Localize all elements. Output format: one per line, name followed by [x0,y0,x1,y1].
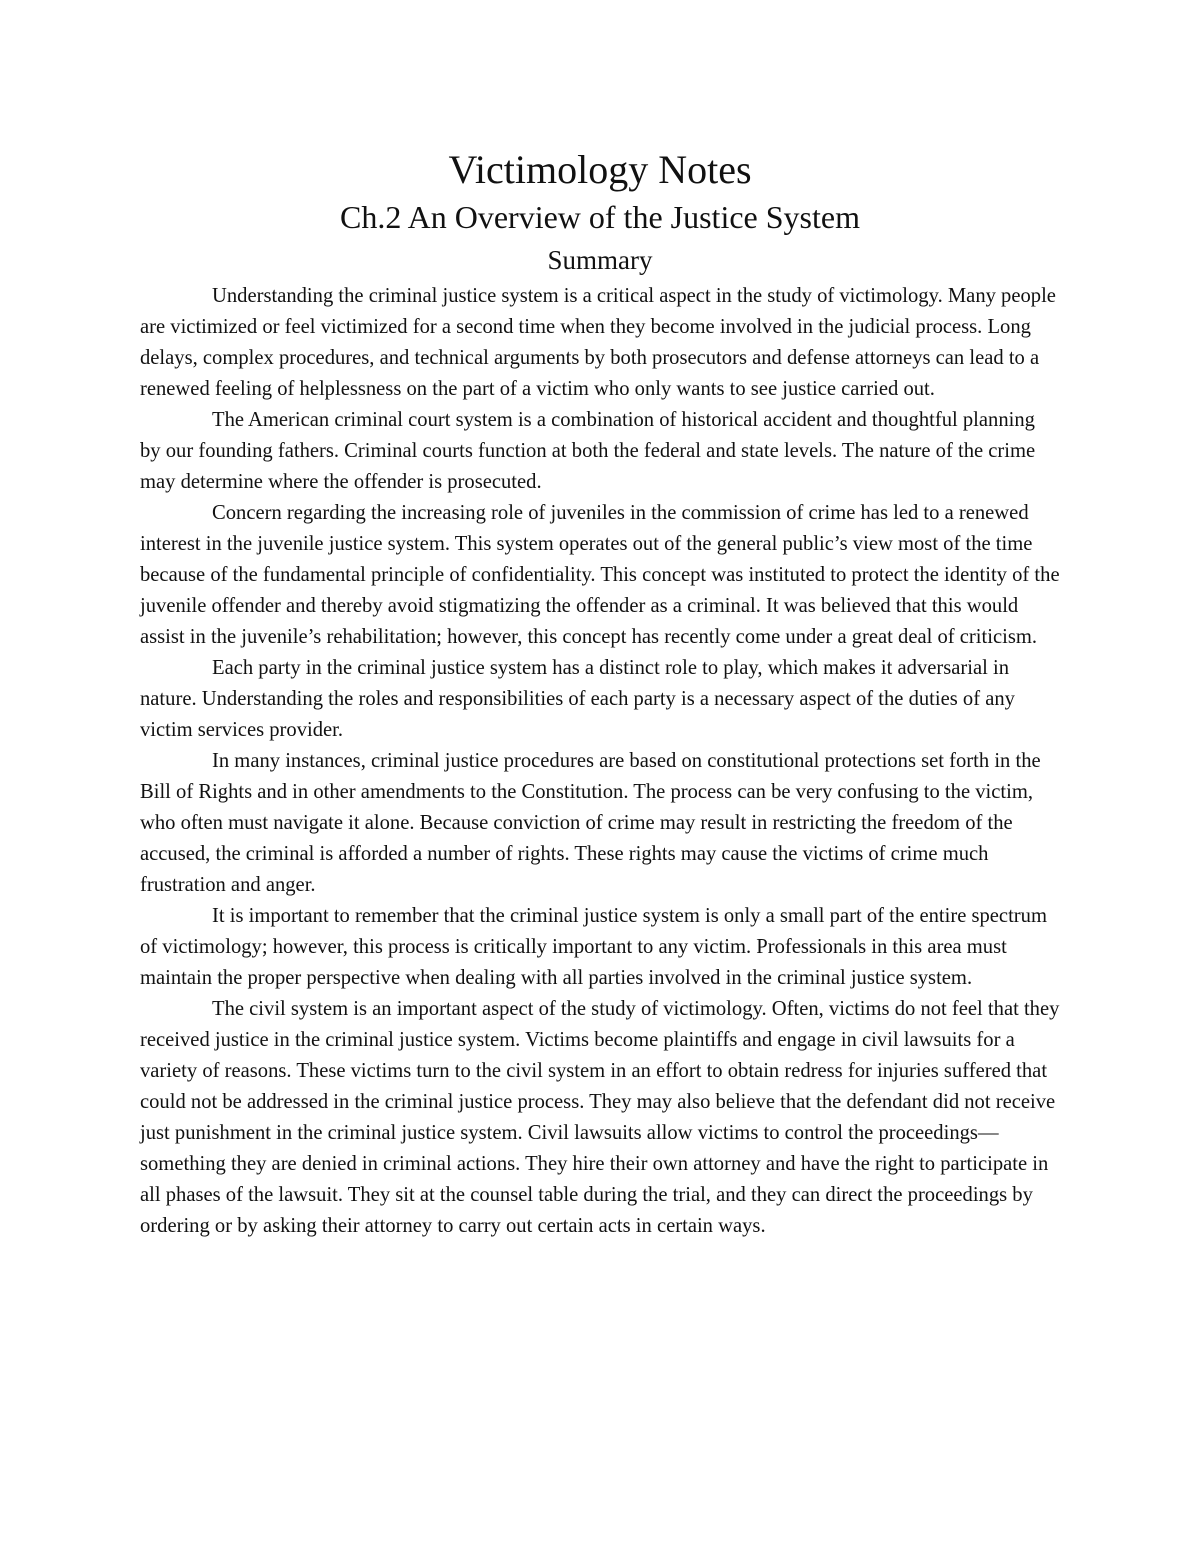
paragraph: The civil system is an important aspect of the study of victimology. Often, victims do not feel that they received justice in the criminal justice system. Victims become plaintiffs and engage in civil lawsuits for a variety of reasons. These victims turn to the civil system in an effort to obtain redress for injuries suffered that could not be addressed in the criminal justice process. They may also believe that the defendant did not receive just punishment in the criminal justice system. Civil lawsuits allow victims to control the proceedings—something they are denied in criminal actions. They hire their own attorney and have the right to participate in all phases of the lawsuit. They sit at the counsel table during the trial, and they can direct the proceedings by ordering or by asking their attorney to carry out certain acts in certain ways. [140,998,1060,1237]
paragraph: It is important to remember that the criminal justice system is only a small part of the entire spectrum of victimology; however, this process is critically important to any victim. Professionals in this area must maintain the proper perspective when dealing with all parties involved in the criminal justice system. [140,905,1047,989]
document-title: Victimology Notes [448,147,752,192]
paragraph: Each party in the criminal justice system has a distinct role to play, which makes it adversarial in nature. Understanding the roles and responsibilities of each party is a necessary aspect of the duties of any victim services provider. [140,657,1015,741]
paragraph: The American criminal court system is a combination of historical accident and thoughtful planning by our founding fathers. Criminal courts function at both the federal and state levels. The nature of the crime may determine where the offender is prosecuted. [140,409,1036,493]
document-body [140,281,1060,1242]
section-heading: Summary [547,245,653,275]
paragraph: Concern regarding the increasing role of juveniles in the commission of crime has led to a renewed interest in the juvenile justice system. This system operates out of the general public’s view most of the time because of the fundamental principle of confidentiality. This concept was instituted to protect the identity of the juvenile offender and thereby avoid stigmatizing the offender as a criminal. It was believed that this would assist in the juvenile’s rehabilitation; however, this concept has recently come under a great deal of criticism. [140,502,1060,648]
chapter-subtitle: Ch.2 An Overview of the Justice System [340,199,860,235]
paragraph: In many instances, criminal justice procedures are based on constitutional protections set forth in the Bill of Rights and in other amendments to the Constitution. The process can be very confusing to the victim, who often must navigate it alone. Because conviction of crime may result in restricting the freedom of the accused, the criminal is afforded a number of rights. These rights may cause the victims of crime much frustration and anger. [140,750,1041,896]
paragraph: Understanding the criminal justice system is a critical aspect in the study of victimology. Many people are victimized or feel victimized for a second time when they become involved in the judicial process. Long delays, complex procedures, and technical arguments by both prosecutors and defense attorneys can lead to a renewed feeling of helplessness on the part of a victim who only wants to see justice carried out. [140,285,1056,400]
document-page [140,145,1060,1242]
